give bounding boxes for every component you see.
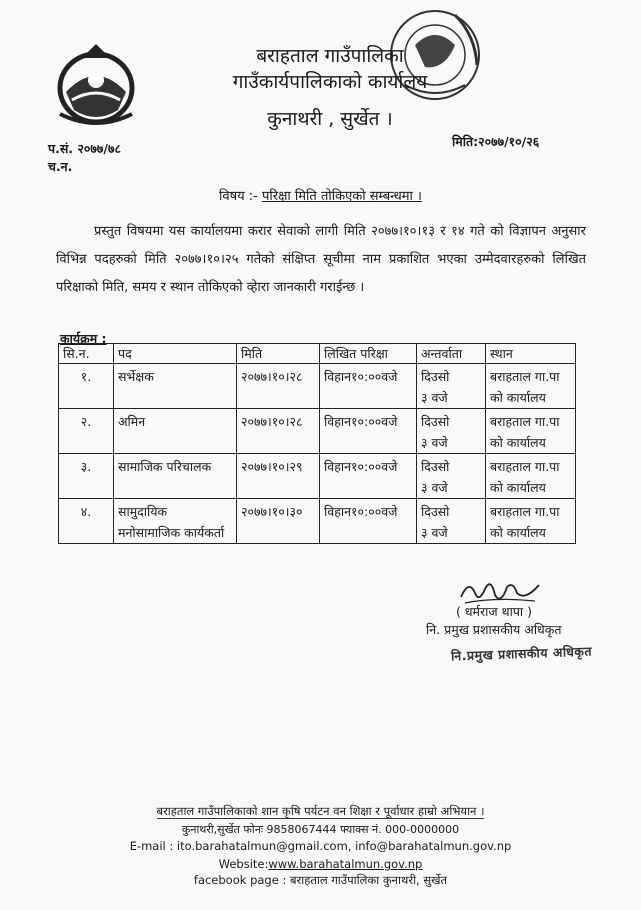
cell-sn: १. <box>59 364 114 409</box>
cell-post: सर्भेक्षक <box>114 364 237 409</box>
subject-line <box>0 186 641 204</box>
signatory-name: ( धर्मराज थापा ) <box>456 604 533 619</box>
footer-contact: कुनाथरी,सुर्खेत फोनः 9858067444 फ्याक्स नं. 000-0000000 <box>181 823 460 836</box>
footer-facebook: facebook page : बराहताल गाउँपालिका कुनाथरी, सुर्खेत <box>193 873 448 887</box>
cell-interview: दिउसो ३ वजे <box>417 409 486 454</box>
cell-interview: दिउसो ३ वजे <box>417 454 486 499</box>
cell-sn: ३. <box>59 454 114 499</box>
header-sn: सि.न. <box>59 344 114 364</box>
reference-number: प.सं. २०७७/७८ <box>48 141 121 156</box>
footer-website: Website:www.barahatalmun.gov.np <box>218 857 423 871</box>
municipality-name: बराहताल गाउँपालिका <box>256 45 404 67</box>
designation-stamp: नि.प्रमुख प्रशासकीय अधिकृत <box>450 643 593 664</box>
office-name: गाउँकार्यपालिकाको कार्यालय <box>232 71 428 93</box>
body-text: प्रस्तुत विषयमा यस कार्यालयमा करार सेवाको लागी मिति २०७७।१०।१३ र १४ गते को विज्ञापन अनुसार विभिन्न पदहरुको मिति २०७७।१०।२५ गतेको संक्षिप्त सूचीमा नाम प्रकाशित भएका उम्मेदवारहरुको लिखित परिक्षाको मिति, समय र स्थान तोकिएको व्हेारा जानकारी गराईन्छ । <box>56 224 586 295</box>
cell-interview: दिउसो ३ वजे <box>417 499 486 544</box>
cell-post: अमिन <box>114 409 237 454</box>
cell-place: बराहताल गा.पा को कार्यालय <box>486 454 576 499</box>
cell-sn: २. <box>59 409 114 454</box>
cell-interview: दिउसो ३ वजे <box>417 364 486 409</box>
cell-written: विहान१०:००वजे <box>320 409 417 454</box>
cell-post: सामाजिक परिचालक <box>114 454 237 499</box>
signatory-title: नि. प्रमुख प्रशासकीय अधिकृत <box>426 622 562 637</box>
footer-slogan: बराहताल गाउँपालिकाको शान कृषि पर्यटन वन शिक्षा र पूर्वाधार हाम्रो अभियान । <box>156 804 485 818</box>
cell-written: विहान१०:००वजे <box>320 499 417 544</box>
letter-body <box>56 218 586 302</box>
reference-block <box>48 140 121 176</box>
cell-place: बराहताल गा.पा को कार्यालय <box>486 499 576 544</box>
table-row <box>59 409 576 454</box>
program-label: कार्यक्रम : <box>60 331 107 346</box>
footer-email: E-mail : ito.barahatalmun@gmail.com, info@barahatalmun.gov.np <box>129 839 512 853</box>
cell-written: विहान१०:००वजे <box>320 364 417 409</box>
header-written-exam: लिखित परिक्षा <box>320 344 417 364</box>
dispatch-number: च.न. <box>48 159 73 174</box>
table-row <box>59 364 576 409</box>
cell-date: २०७७।१०।२८ <box>237 409 320 454</box>
cell-post: सामुदायिक मनोसामाजिक कार्यकर्ता <box>114 499 237 544</box>
header-date: मिति <box>237 344 320 364</box>
cell-sn: ४. <box>59 499 114 544</box>
office-address: कुनाथरी , सुर्खेत । <box>267 108 393 130</box>
table-row <box>59 454 576 499</box>
cell-date: २०७७।१०।३० <box>237 499 320 544</box>
website-link[interactable]: www.barahatalmun.gov.np <box>268 857 423 871</box>
header-interview: अन्तर्वाता <box>417 344 486 364</box>
cell-written: विहान१०:००वजे <box>320 454 417 499</box>
cell-place: बराहताल गा.पा को कार्यालय <box>486 364 576 409</box>
subject-text: परिक्षा मिति तोकिएको सम्बन्धमा । <box>262 189 422 204</box>
exam-schedule-table <box>58 343 576 544</box>
header-place: स्थान <box>486 344 576 364</box>
letter-date: मिति:२०७७/१०/२६ <box>452 134 540 149</box>
nepal-emblem-icon <box>52 40 140 126</box>
table-header-row <box>59 344 576 364</box>
cell-place: बराहताल गा.पा को कार्यालय <box>486 409 576 454</box>
subject-prefix: विषय :- <box>219 189 258 204</box>
table-row <box>59 499 576 544</box>
header-post: पद <box>114 344 237 364</box>
cell-date: २०७७।१०।२८ <box>237 364 320 409</box>
cell-date: २०७७।१०।२९ <box>237 454 320 499</box>
